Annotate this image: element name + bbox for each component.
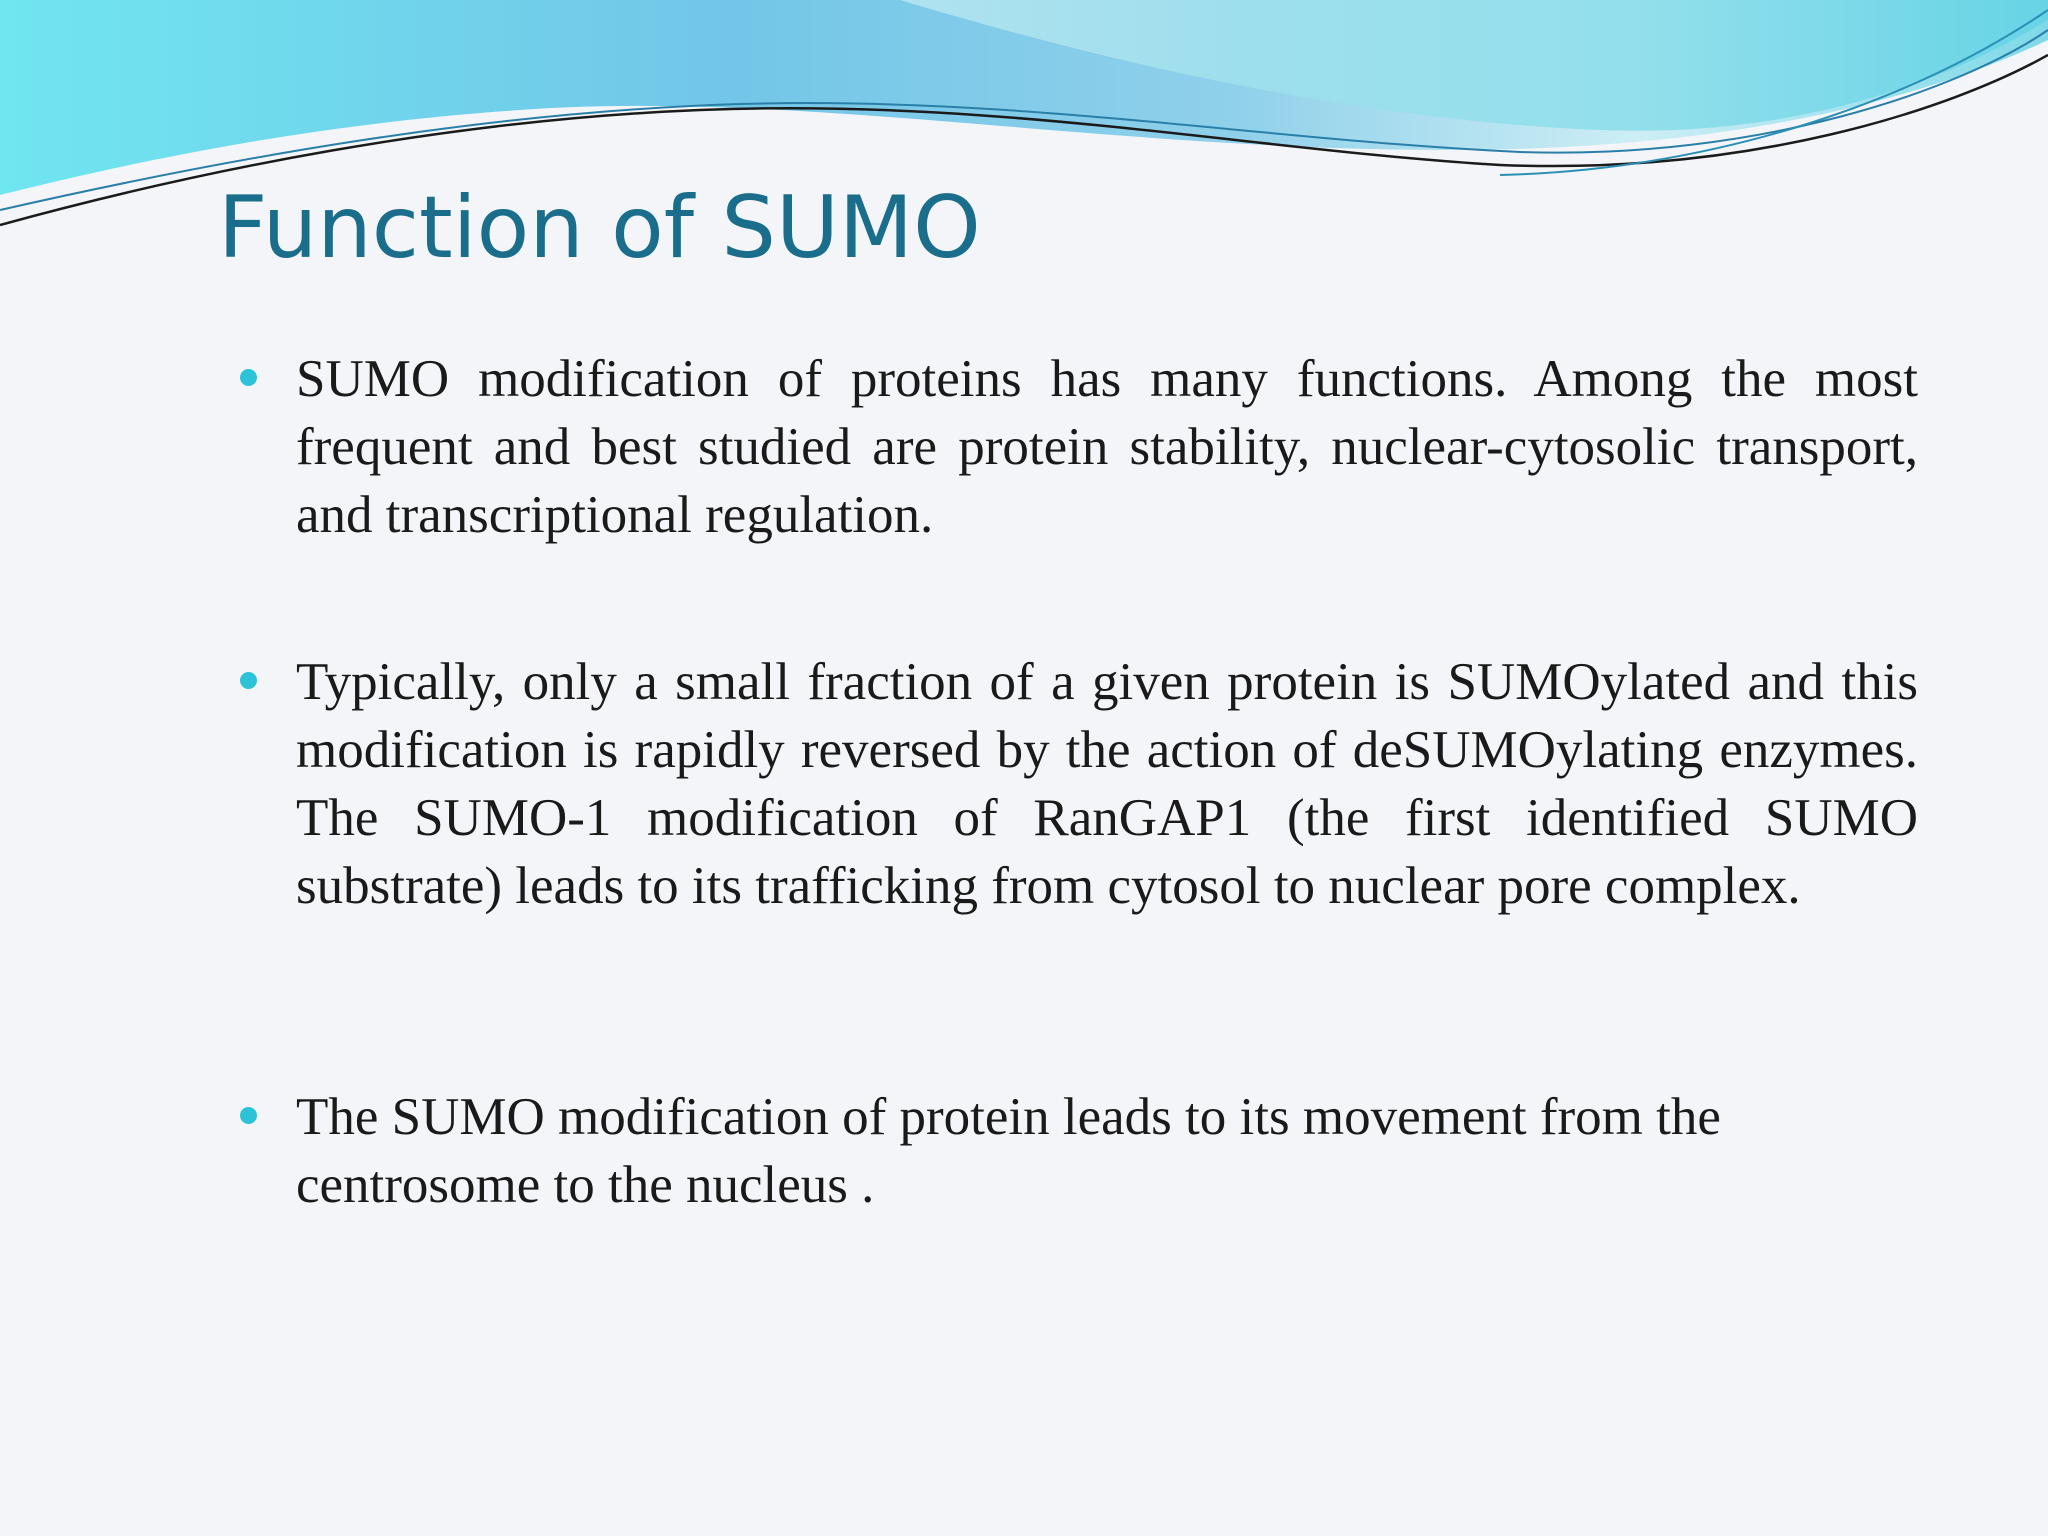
bullet-dot-icon: [240, 1107, 257, 1124]
bullet-dot-icon: [240, 672, 257, 689]
bullet-text: The SUMO modification of protein leads to its movement from the centrosome to the nucleus .: [296, 1088, 1721, 1214]
bullet-text: Typically, only a small fraction of a given protein is SUMOylated and this modification is rapidly reversed by the action of deSUMOylating enzymes. The SUMO-1 modification of RanGAP1 (the first identified SUMO substrate) leads to its trafficking from cytosol to nuclear pore complex.: [296, 653, 1918, 915]
bullet-item: [296, 345, 1918, 549]
page-title: Function of SUMO: [218, 178, 981, 278]
bullet-item: [296, 1083, 1918, 1219]
bullet-dot-icon: [240, 369, 257, 386]
bullet-item: [296, 648, 1918, 920]
bullet-text: SUMO modification of proteins has many functions. Among the most frequent and best studied are protein stability, nuclear-cytosolic transport, and transcriptional regulation.: [296, 350, 1918, 544]
